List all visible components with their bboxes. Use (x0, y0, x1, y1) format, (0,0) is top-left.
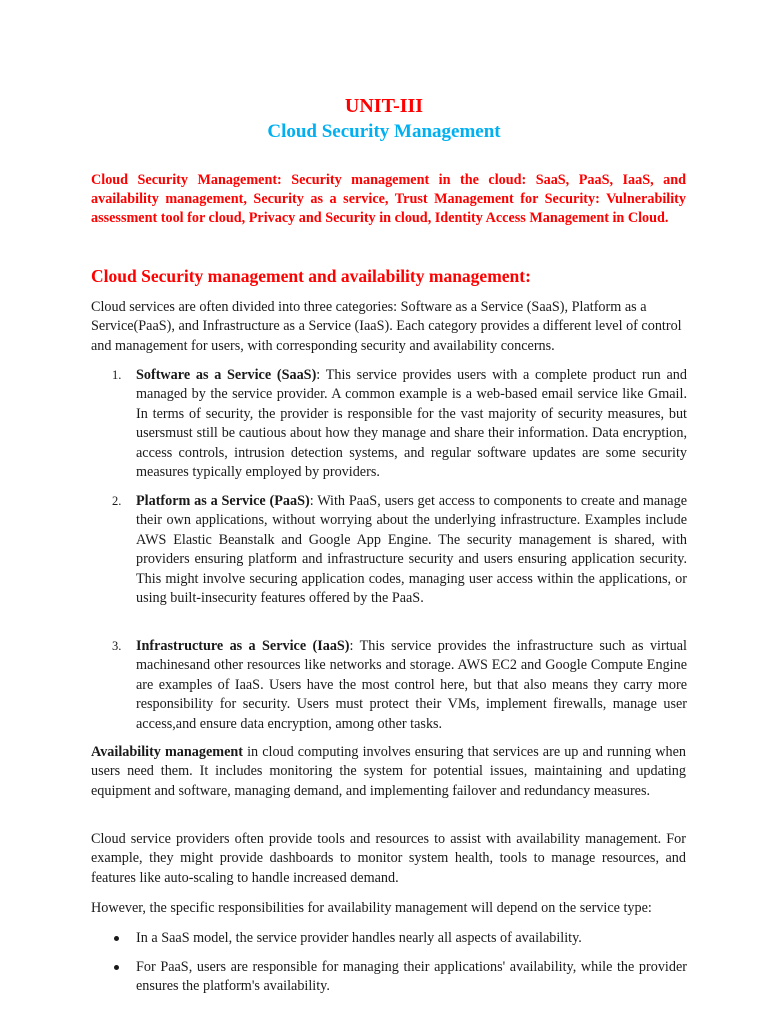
list-item-text (136, 492, 687, 608)
availability-paragraph (91, 743, 686, 801)
list-item-iaas (112, 637, 687, 734)
availability-description: in cloud computing involves ensuring that services are up and running when users need them. It includes monitoring the system for potential issues, maintaining and updating equipment and software, managing demand, and implementing failover and redundancy measures. (91, 744, 686, 799)
list-item-description: : This service provides the infrastructure such as virtual machinesand other resources like networks and storage. AWS EC2 and Google Compute Engine are examples of IaaS. Users have the most control here, but that also means they carry more responsibility for security. Users must protect their VMs, implement firewalls, manage user access,and ensure data encryption, among other tasks. (136, 638, 687, 732)
syllabus-summary: Cloud Security Management: Security management in the cloud: SaaS, PaaS, IaaS, and availability management, Security as a service, Trust Management for Security: Vulnerability assessment tool for cloud, Privacy and Security in cloud, Identity Access Management in Cloud. (91, 172, 686, 226)
responsibilities-paragraph: However, the specific responsibilities for availability management will depend on the service type: (91, 900, 652, 916)
bullet-item-saas (112, 929, 687, 948)
list-number: 3. (112, 639, 122, 653)
availability-term: Availability management (91, 744, 243, 760)
unit-title: UNIT-III (344, 95, 424, 117)
list-item-saas (112, 366, 687, 482)
list-item-paas (112, 492, 687, 608)
document-title: Cloud Security Management (267, 121, 501, 142)
list-item-text (136, 366, 687, 482)
list-number: 2. (112, 494, 122, 508)
bullet-text: For PaaS, users are responsible for managing their applications' availability, while the provider ensures the platform's availability. (136, 959, 687, 995)
tools-paragraph: Cloud service providers often provide tools and resources to assist with availability management. For example, they might provide dashboards to monitor system health, tools to manage resources, and features like auto-scaling to handle increased demand. (91, 831, 686, 886)
section-heading: Cloud Security management and availability management: (91, 266, 531, 286)
bullet-dot-icon (114, 936, 119, 941)
intro-paragraph: Cloud services are often divided into three categories: Software as a Service (SaaS), Platform as a Service(PaaS), and Infrastructure as a Service (IaaS). Each category provides a different level of control and management for users, with corresponding security and availability concerns. (91, 299, 682, 354)
list-item-text (136, 637, 687, 734)
list-item-term: Infrastructure as a Service (IaaS) (136, 638, 350, 654)
bullet-dot-icon (114, 965, 119, 970)
list-item-description: : This service provides users with a complete product run and managed by the service provider. A common example is a web-based email service like Gmail. In terms of security, the provider is responsible for the vast majority of security measures, but usersmust still be cautious about how they manage and share their information. Data encryption, access controls, intrusion detection systems, and regular software updates are some security measures typically employed by providers. (136, 367, 687, 481)
bullet-item-paas (112, 958, 687, 997)
list-item-term: Software as a Service (SaaS) (136, 367, 317, 383)
list-number: 1. (112, 368, 122, 382)
bullet-text: In a SaaS model, the service provider handles nearly all aspects of availability. (136, 930, 582, 946)
list-item-description: : With PaaS, users get access to components to create and manage their own applications, without worrying about the underlying infrastructure. Examples include AWS Elastic Beanstalk and Google App Engine. The security management is shared, with providers ensuring platform and infrastructure security and users ensuring application security. This might involve securing application codes, managing user access within the applications, or using built-insecurity features offered by the PaaS. (136, 493, 687, 607)
list-item-term: Platform as a Service (PaaS) (136, 493, 310, 509)
